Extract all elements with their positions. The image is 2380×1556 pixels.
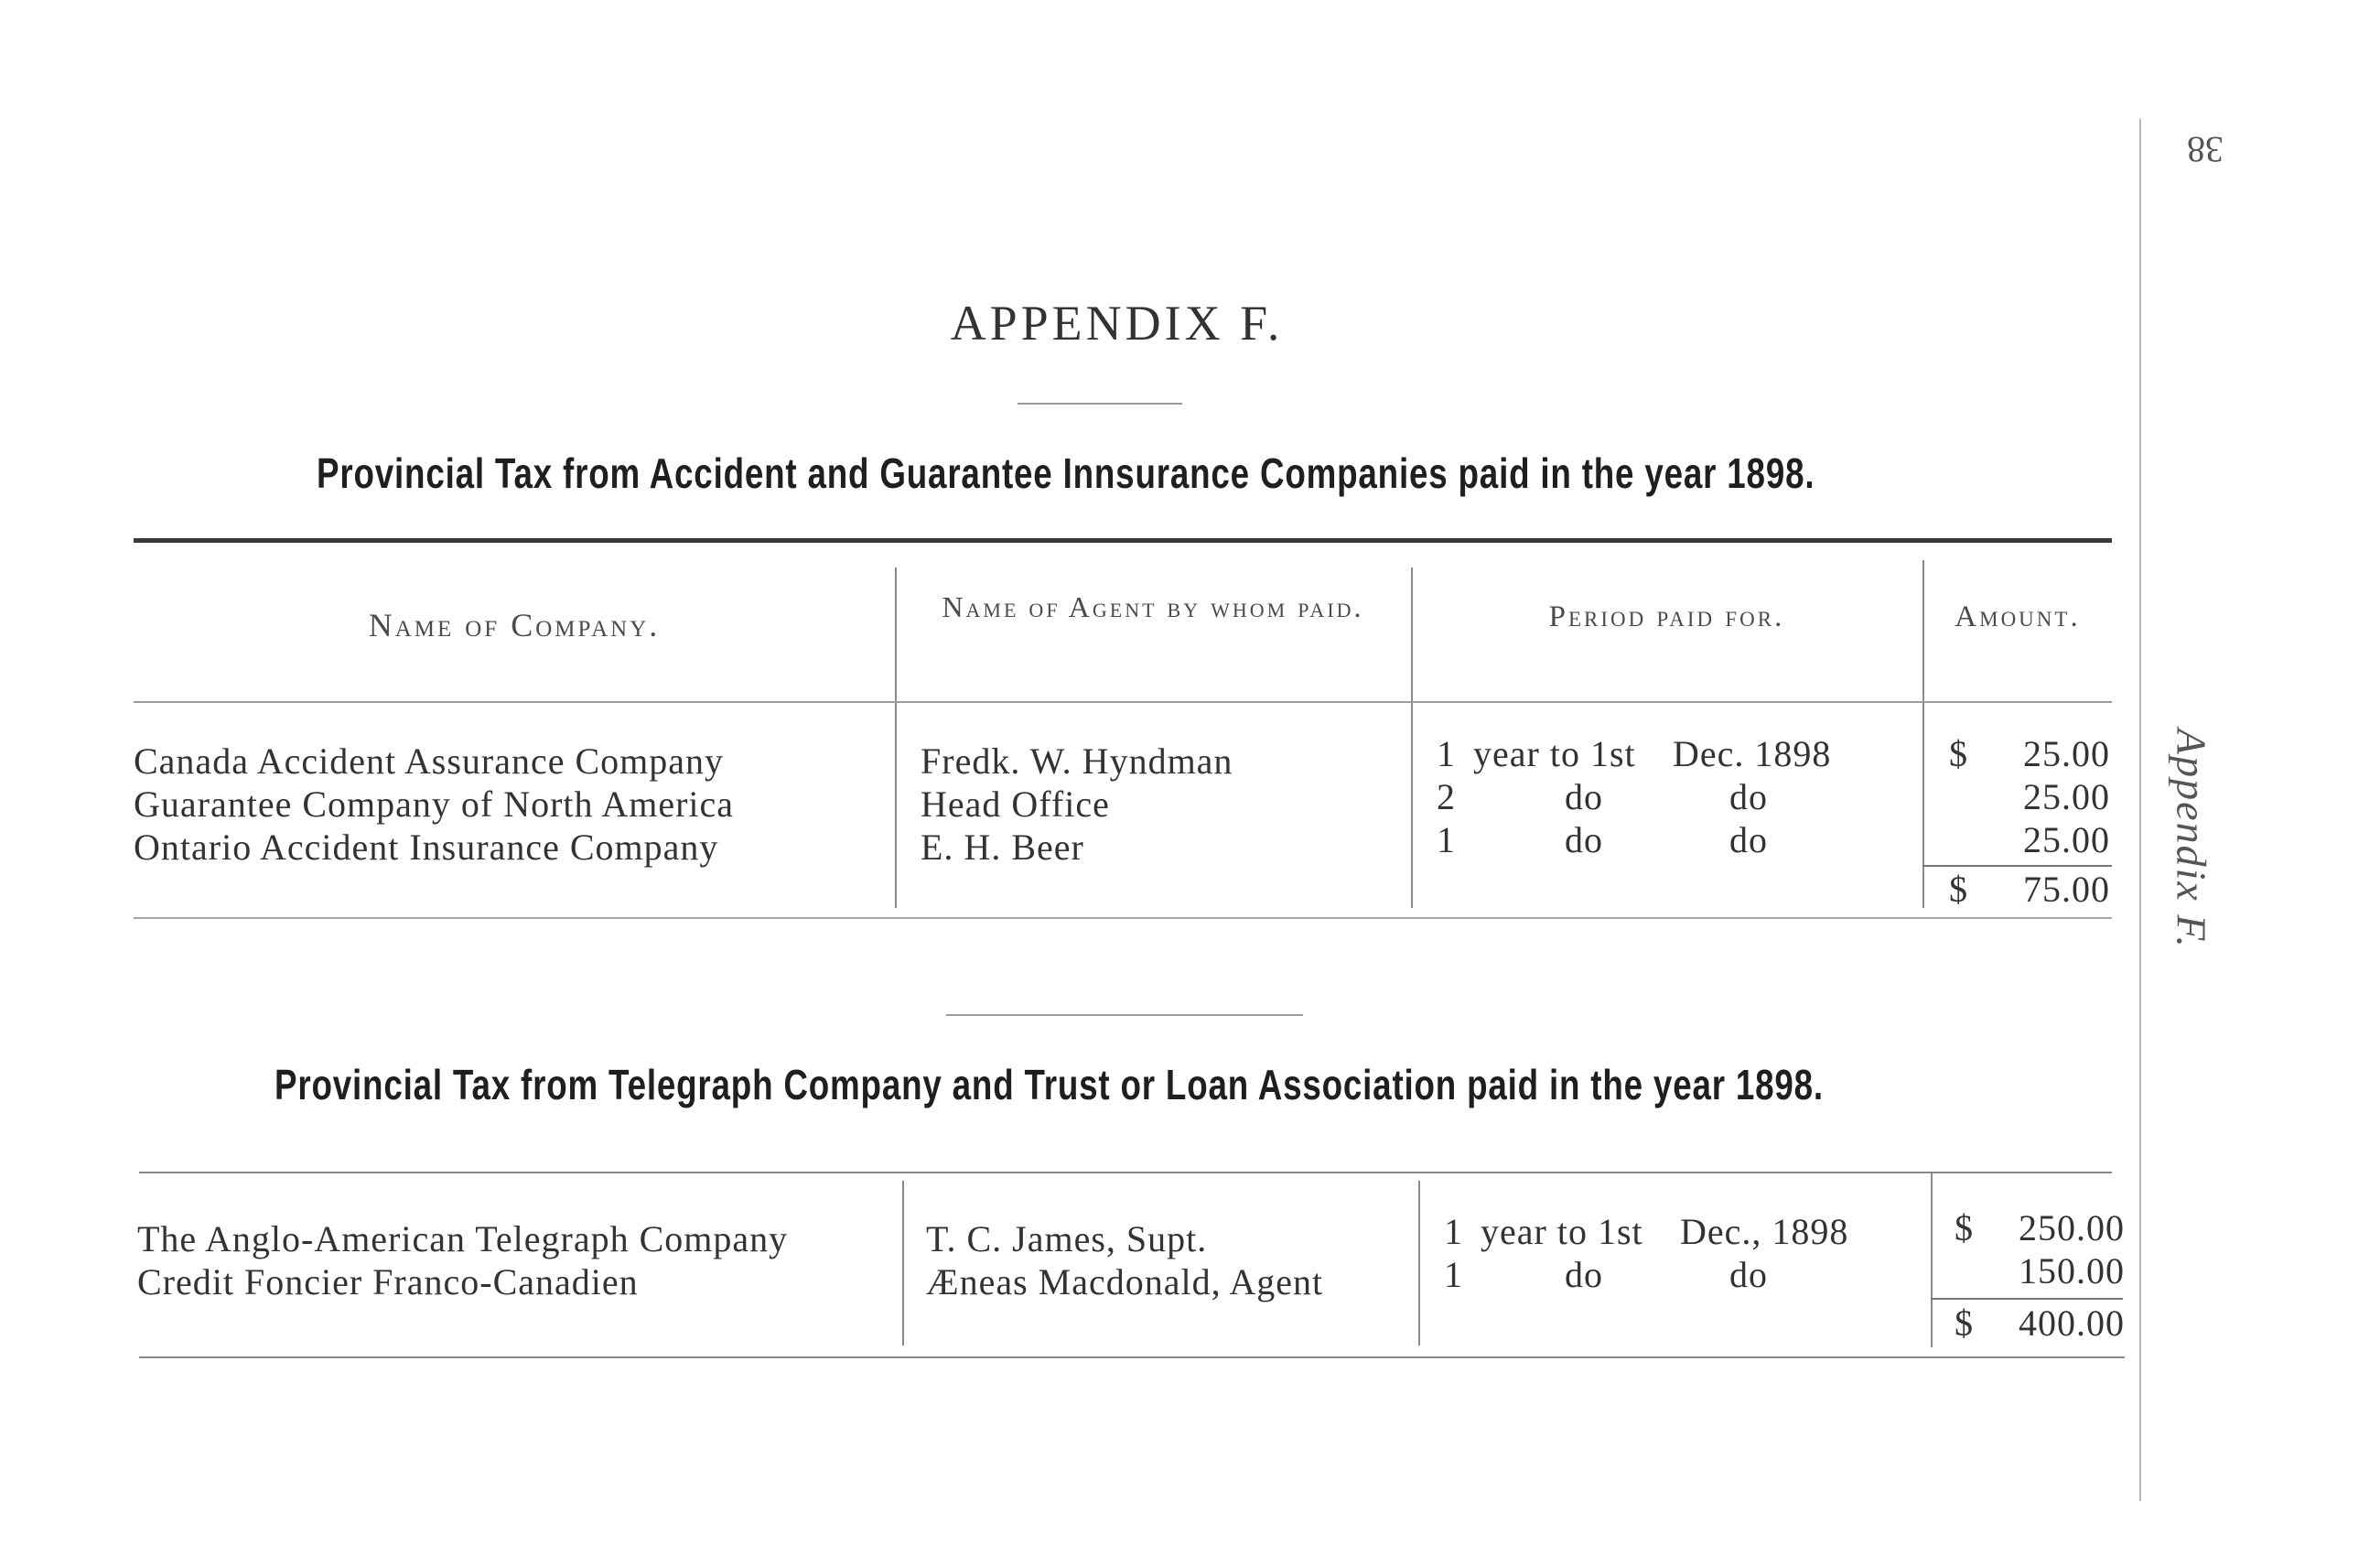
period-qty: 1 bbox=[1437, 819, 1456, 860]
period-qty: 1 bbox=[1444, 1211, 1463, 1252]
amount-value: 150.00 bbox=[2019, 1250, 2125, 1291]
company-name: Guarantee Company of North America bbox=[134, 783, 735, 825]
page-number: 38 bbox=[2187, 129, 2224, 170]
section1-amount-column bbox=[1940, 732, 2110, 861]
period-text: year to 1st bbox=[1473, 733, 1636, 774]
subtotal-rule bbox=[1931, 1298, 2123, 1300]
agent-name: Head Office bbox=[921, 783, 1110, 825]
period-text: year to 1st bbox=[1481, 1211, 1643, 1252]
section1-bottom-rule bbox=[134, 917, 2112, 919]
agent-name: E. H. Beer bbox=[921, 827, 1084, 868]
total-value: 400.00 bbox=[2019, 1302, 2125, 1344]
agent-name: Fredk. W. Hyndman bbox=[921, 740, 1233, 782]
period-row bbox=[1444, 1253, 1920, 1296]
period-row bbox=[1437, 732, 1912, 775]
period-text: do bbox=[1565, 819, 1603, 860]
section2-amount-column bbox=[1945, 1206, 2125, 1292]
period-date: do bbox=[1729, 819, 1768, 860]
section1-agent-column bbox=[921, 740, 1233, 869]
margin-note: Appendix F. bbox=[2168, 729, 2215, 949]
col-divider bbox=[895, 567, 897, 908]
amount-value: 25.00 bbox=[2023, 819, 2110, 860]
agent-name: T. C. James, Supt. bbox=[926, 1218, 1208, 1259]
subtotal-rule bbox=[1922, 865, 2112, 867]
section1-top-rule bbox=[134, 538, 2112, 543]
currency-sign: $ bbox=[1949, 733, 1968, 774]
section2-company-column bbox=[137, 1217, 788, 1303]
col-divider bbox=[1931, 1173, 1933, 1347]
amount-row bbox=[1940, 818, 2110, 861]
company-name: Canada Accident Assurance Company bbox=[134, 740, 725, 782]
period-row bbox=[1437, 775, 1912, 818]
col-divider bbox=[902, 1181, 904, 1345]
period-qty: 2 bbox=[1437, 776, 1456, 817]
currency-sign: $ bbox=[1955, 1302, 1974, 1344]
period-qty: 1 bbox=[1437, 733, 1456, 774]
section1-company-column bbox=[134, 740, 734, 869]
period-qty: 1 bbox=[1444, 1254, 1463, 1295]
period-row bbox=[1437, 818, 1912, 861]
section1-total bbox=[1940, 868, 2110, 911]
header-company: Name of Company. bbox=[368, 607, 661, 643]
appendix-title: APPENDIX F. bbox=[950, 296, 1284, 351]
period-text: do bbox=[1565, 776, 1603, 817]
header-rule bbox=[134, 701, 2112, 703]
header-period: Period paid for. bbox=[1548, 600, 1785, 633]
col-divider bbox=[1418, 1181, 1420, 1345]
amount-row bbox=[1940, 775, 2110, 818]
amount-row bbox=[1945, 1206, 2125, 1249]
amount-value: 25.00 bbox=[2023, 776, 2110, 817]
period-date: do bbox=[1729, 1254, 1768, 1295]
amount-row bbox=[1945, 1249, 2125, 1292]
currency-sign: $ bbox=[1949, 869, 1968, 910]
section2-total bbox=[1945, 1302, 2125, 1345]
company-name: The Anglo-American Telegraph Company bbox=[137, 1218, 789, 1259]
company-name: Ontario Accident Insurance Company bbox=[134, 827, 719, 868]
section2-agent-column bbox=[926, 1217, 1323, 1303]
header-amount: Amount. bbox=[1955, 600, 2081, 633]
period-text: do bbox=[1565, 1254, 1603, 1295]
amount-value: 25.00 bbox=[2023, 733, 2110, 774]
amount-value: 250.00 bbox=[2019, 1207, 2125, 1248]
period-row bbox=[1444, 1210, 1920, 1253]
title-rule bbox=[1018, 403, 1182, 405]
section2-period-column bbox=[1444, 1210, 1920, 1296]
currency-sign: $ bbox=[1955, 1207, 1974, 1248]
period-date: Dec. 1898 bbox=[1673, 733, 1832, 774]
section-separator bbox=[946, 1014, 1303, 1016]
period-date: do bbox=[1729, 776, 1768, 817]
header-agent: Name of Agent by whom paid. bbox=[942, 590, 1364, 623]
amount-row bbox=[1940, 732, 2110, 775]
section2-title: Provincial Tax from Telegraph Company and Trust or Loan Association paid in the year 1898. bbox=[275, 1061, 1824, 1108]
section2-top-rule bbox=[139, 1172, 2112, 1173]
period-date: Dec., 1898 bbox=[1680, 1211, 1849, 1252]
section1-title: Provincial Tax from Accident and Guarantee Innsurance Companies paid in the year 1898. bbox=[317, 449, 1815, 497]
agent-name: Æneas Macdonald, Agent bbox=[926, 1261, 1324, 1302]
section2-bottom-rule bbox=[139, 1356, 2125, 1358]
total-value: 75.00 bbox=[2023, 869, 2110, 910]
section1-period-column bbox=[1437, 732, 1912, 861]
company-name: Credit Foncier Franco-Canadien bbox=[137, 1261, 639, 1302]
